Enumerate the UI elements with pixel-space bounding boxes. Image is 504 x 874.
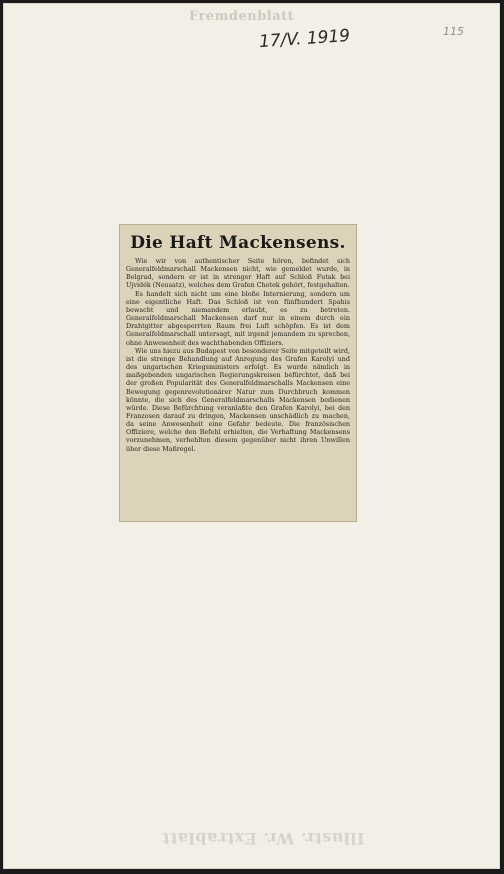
clipping-headline: Die Haft Mackensens. xyxy=(130,233,346,253)
paragraph: Wie uns hiezu aus Budapest von besonderer Seite mitgeteilt wird, ist die strenge Behandlung auf Anregung des Grafen Karolyi und des ungarischen Kriegsministers erfolgt. Es wurde nämlich in maßgebenden ungarischen Regierungskreisen befürchtet, daß bei der großen Popularität des Generalfeldmarschalls Mackensen eine Bewegung gegenrevolutionärer Natur zum Durchbruch kommen könnte, die sich des Generalfeldmarschalls Mackensen bedienen würde. Diese Befürchtung veranlaßte den Grafen Karolyi, bei den Franzosen darauf zu dringen, Mackensen unschädlich zu machen, da seine Anwesenheit eine Gefahr bedeute. Die französischen Offiziere, welche den Befehl erhielten, die Verhaftung Mackensens vorzunehmen, verhehlten diesem gegenüber nicht ihren Unwillen über diese Maßregel. xyxy=(126,346,350,453)
paragraph: Wie wir von authentischer Seite hören, befindet sich Generalfeldmarschall Mackensen nicht, wie gemeldet wurde, in Belgrad, sondern er ist in strenger Haft auf Schloß Futak bei Ujvidék (Neusatz), welches dem Grafen Chotek gehört, festgehalten. xyxy=(126,257,350,290)
archive-page xyxy=(3,3,500,869)
newspaper-clipping xyxy=(120,225,356,521)
handwritten-date: 17/V. 1919 xyxy=(258,25,351,53)
archive-number: 115 xyxy=(443,25,464,38)
paragraph: Es handelt sich nicht um eine bloße Internierung, sondern um eine eigentliche Haft. Das Schloß ist von fünfhundert Spahis bewacht und niemandem erlaubt, es zu betreten. Generalfeldmarschall Mackensen darf nur in einem durch ein Drahtgitter abgesperrten Raum frei Luft schöpfen. Es ist dem Generalfeldmarschall untersagt, mit irgend jemandem zu sprechen, ohne Anwesenheit des wachthabenden Offiziers. xyxy=(126,289,350,347)
clipping-body xyxy=(126,257,350,453)
bottom-newspaper-stamp: Illustr. Wr. Extrablatt xyxy=(161,829,365,848)
newspaper-stamp: Fremdenblatt xyxy=(189,9,295,24)
